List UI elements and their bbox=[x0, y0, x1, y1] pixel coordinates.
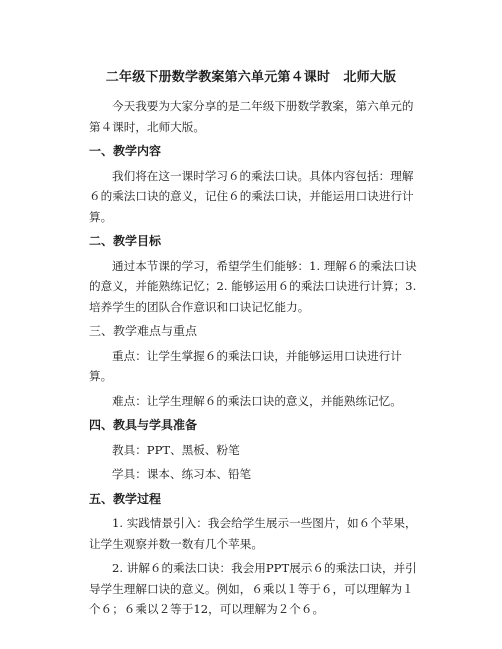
student-materials-paragraph: 学具：课本、练习本、铅笔 bbox=[112, 467, 252, 481]
goals-paragraph: 通过本节课的学习，希望学生们能够：1. 理解６的乘法口诀的意义，并能熟练记忆；2. 能够运用６的乘法口诀进行计算；3. 培养学生的团队合作意识和口诀记忆能力。 bbox=[89, 258, 417, 314]
section-heading-difficulties: 三、教学难点与重点 bbox=[89, 324, 198, 338]
intro-paragraph: 今天我要为大家分享的是二年级下册数学教案，第六单元的第４课时，北师大版。 bbox=[89, 99, 414, 134]
section-heading-materials: 四、教具与学具准备 bbox=[89, 418, 198, 432]
process-step-1: 1. 实践情景引入：我会给学生展示一些图片，如６个苹果，让学生观察并数一数有几个苹果。 bbox=[89, 516, 417, 551]
section-heading-content: 一、教学内容 bbox=[89, 144, 162, 158]
difficulty-paragraph: 难点：让学生理解６的乘法口诀的意义，并能熟练记忆。 bbox=[112, 393, 402, 408]
document-body bbox=[89, 96, 420, 624]
key-points-paragraph: 重点：让学生掌握６的乘法口诀，并能够运用口诀进行计算。 bbox=[89, 348, 402, 383]
teacher-materials-paragraph: 教具：PPT、黑板、粉笔 bbox=[112, 442, 240, 457]
document-title: 二年级下册数学教案第六单元第４课时 北师大版 bbox=[105, 70, 397, 85]
section-heading-goals: 二、教学目标 bbox=[89, 234, 162, 248]
content-paragraph: 我们将在这一课时学习６的乘法口诀。具体内容包括：理解６的乘法口诀的意义，记住６的乘法口诀，并能运用口诀进行计算。 bbox=[89, 168, 414, 224]
process-step-2: 2. 讲解６的乘法口诀：我会用PPT展示６的乘法口诀，并引导学生理解口诀的意义。例如，６乘以１等于６，可以理解为１个６；６乘以２等于12，可以理解为２个６。 bbox=[89, 561, 417, 616]
section-heading-process: 五、教学过程 bbox=[89, 491, 162, 506]
